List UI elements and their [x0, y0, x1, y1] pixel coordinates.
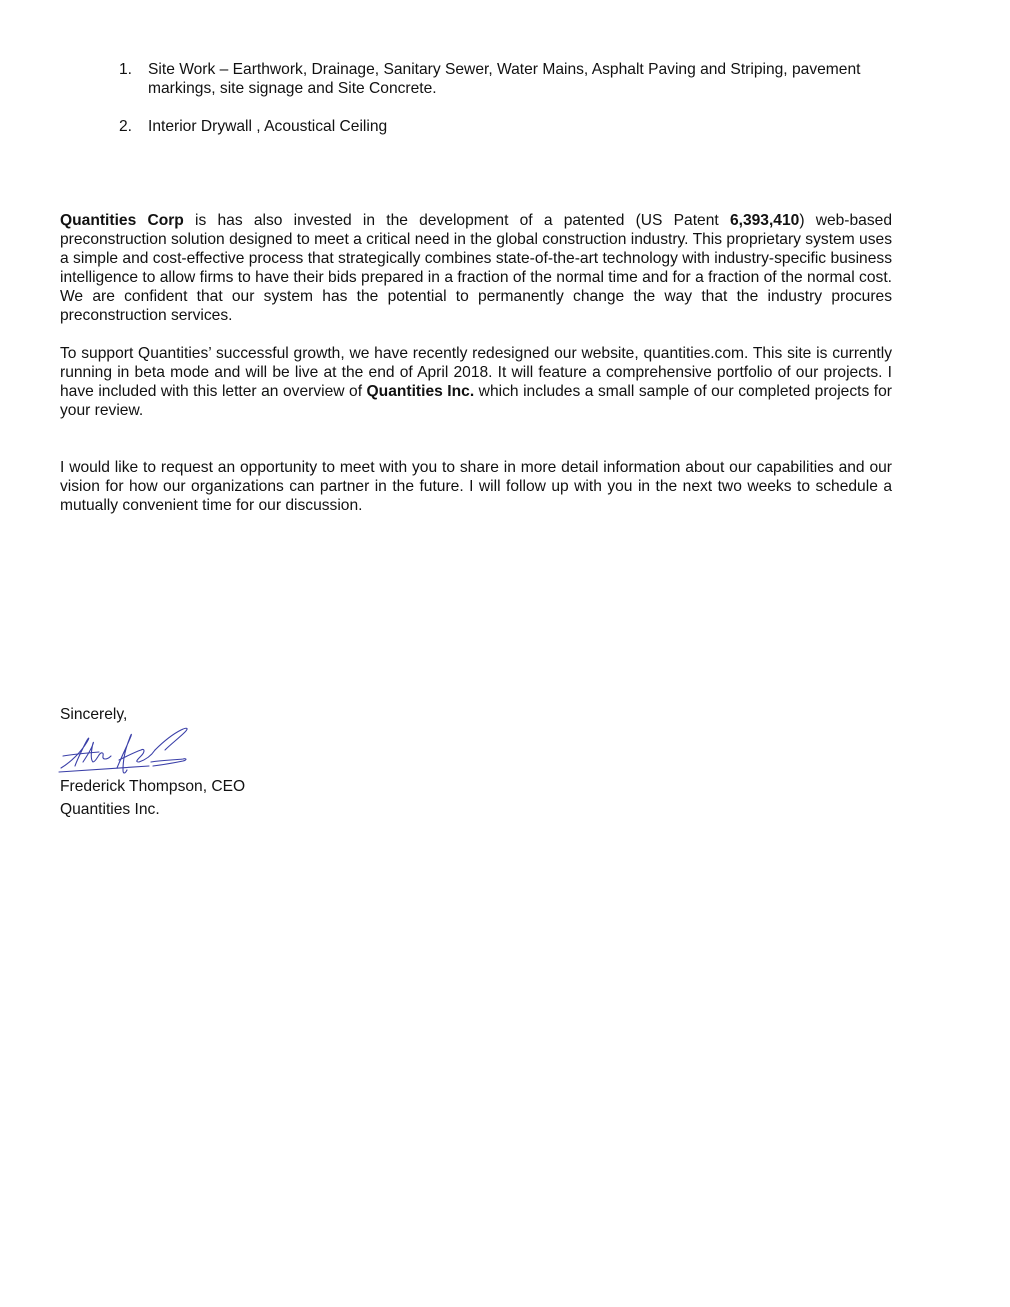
list-item: [119, 60, 892, 98]
list-item-number: 2.: [119, 118, 133, 135]
list-item-text: Site Work – Earthwork, Drainage, Sanitary Sewer, Water Mains, Asphalt Paving and Striping, pavement markings, site signage and Site Concrete.: [148, 61, 861, 97]
signer-name-title: Frederick Thompson, CEO: [60, 778, 246, 795]
list-item-text: Interior Drywall , Acoustical Ceiling: [148, 118, 388, 135]
paragraph-patent: [60, 211, 892, 325]
signer-company: Quantities Inc.: [60, 801, 160, 818]
handwritten-signature: [57, 722, 202, 778]
company-name-bold: Quantities Corp: [60, 212, 184, 229]
paragraph-website: [60, 344, 892, 420]
list-item-number: 1.: [119, 61, 133, 78]
paragraph-text: ) web-based preconstruction solution designed to meet a critical need in the global construction industry. This proprietary system uses a simple and cost-effective process that strategically combines state-of-the-art technology with industry-specific business intelligence to allow firms to have their bids prepared in a fraction of the normal time and for a fraction of the normal cost. We are confident that our system has the potential to permanently change the way that the industry procures preconstruction services.: [60, 212, 892, 324]
list-item: [119, 117, 892, 136]
paragraph-text: which includes a small sample of our completed projects for your review.: [60, 383, 892, 419]
patent-number-bold: 6,393,410: [729, 212, 800, 229]
paragraph-text: To support Quantities’ successful growth, we have recently redesigned our website, quantities.com. This site is currently running in beta mode and will be live at the end of April 2018. It will feature a comprehensive portfolio of our projects. I have included with this letter an overview of: [60, 345, 892, 400]
paragraph-text: is has also invested in the development of a patented (US Patent: [183, 212, 730, 229]
scope-list: [119, 60, 892, 136]
company-name-bold: Quantities Inc.: [366, 383, 475, 400]
closing-salutation: Sincerely,: [60, 706, 128, 723]
paragraph-request-meeting: I would like to request an opportunity to meet with you to share in more detail information about our capabilities and our vision for how our organizations can partner in the future. I will follow up with you in the next two weeks to schedule a mutually convenient time for our discussion.: [60, 459, 892, 514]
